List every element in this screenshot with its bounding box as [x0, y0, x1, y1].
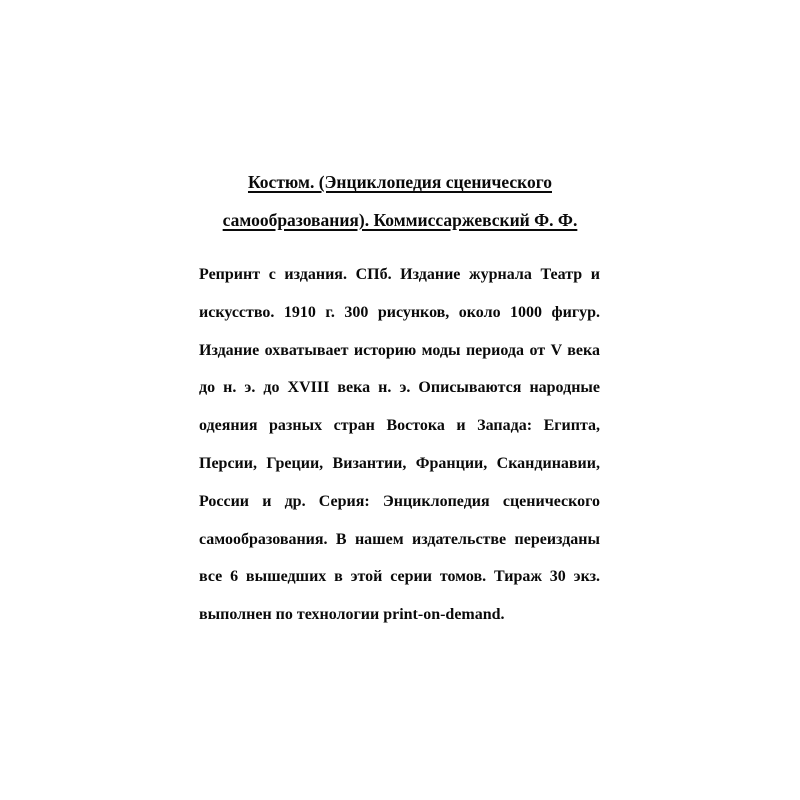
description-line: Репринт с издания. СПб. Издание журнала Театр и [199, 266, 600, 283]
description-line: одеяния разных стран Востока и Запада: Египта, [199, 417, 600, 435]
description-line: все 6 вышедших в этой серии томов. Тираж 30 экз. [199, 568, 600, 586]
title-line [200, 163, 600, 201]
description-line: Издание охватывает историю моды периода от V века [199, 341, 600, 359]
description-line: выполнен по технологии print-on-demand. [199, 606, 505, 624]
book-title [200, 163, 600, 239]
title-line-text: самообразования). Коммиссаржевский Ф. Ф. [222, 210, 578, 230]
title-line [200, 201, 600, 239]
description-line: искусство. 1910 г. 300 рисунков, около 1000 фигур. [199, 303, 600, 321]
description-line: до н. э. до XVIII века н. э. Описываются народные [199, 379, 600, 397]
book-description [199, 256, 600, 634]
description-line: Персии, Греции, Византии, Франции, Скандинавии, [199, 454, 600, 472]
description-line: России и др. Серия: Энциклопедия сценического [199, 492, 600, 510]
description-line: самообразования. В нашем издательстве переизданы [199, 530, 600, 548]
title-line-text: Костюм. (Энциклопедия сценического [247, 172, 552, 192]
